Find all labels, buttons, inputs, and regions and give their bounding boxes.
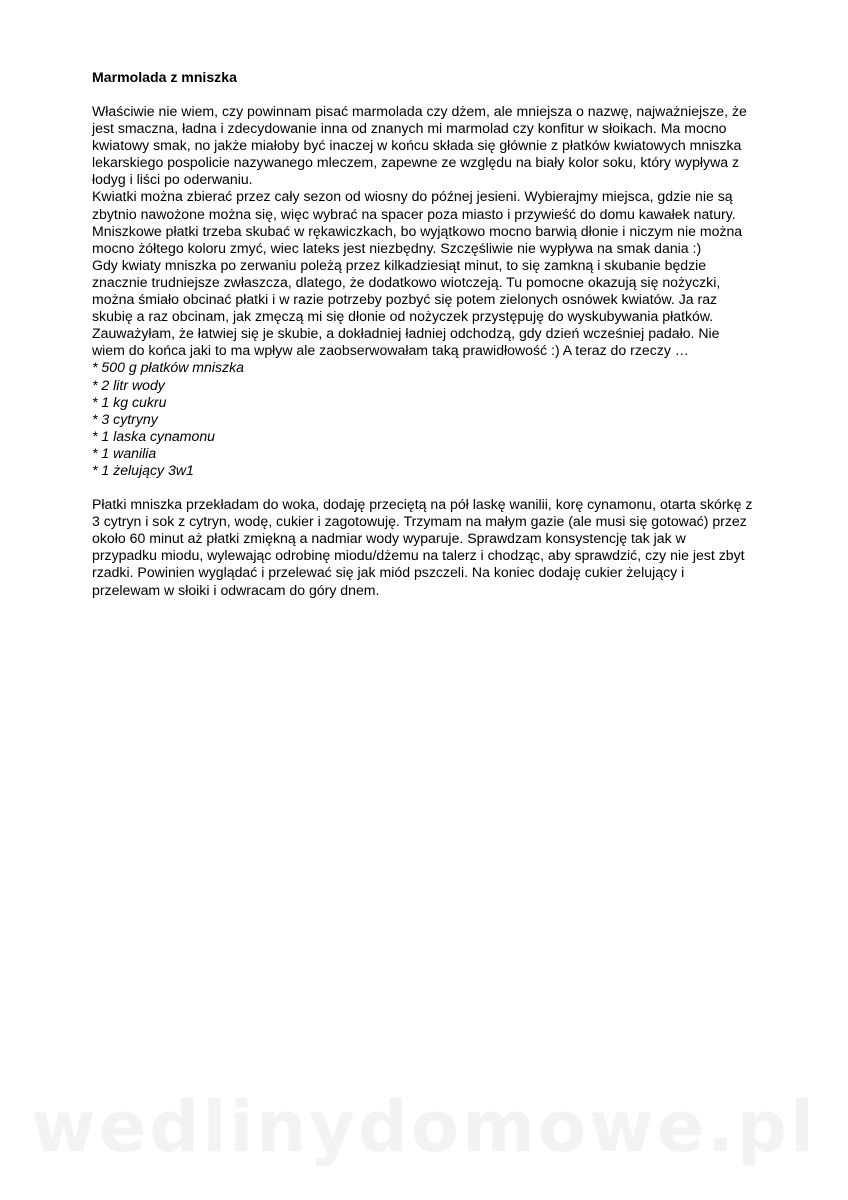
intro-paragraph	[92, 103, 804, 359]
text-line: zbytnio nawożone można się, więc wybrać na spacer poza miasto i przywieść do domu kawałek natury.	[92, 205, 736, 222]
text-line: łodyg i liści po oderwaniu.	[92, 171, 253, 188]
ingredient-item: * 2 litr wody	[92, 376, 165, 393]
watermark: wedlinydomowe.pl	[31, 1086, 817, 1168]
text-line: przelewam w słoiki i odwracam do góry dnem.	[92, 581, 380, 598]
text-line: rzadki. Powinien wyglądać i przelewać się jak miód pszczeli. Na koniec dodaję cukier żelujący i	[92, 564, 685, 581]
text-line: znacznie trudniejsze zwłaszcza, dlatego, że dodatkowo wiotczeją. Tu pomocne okazują się nożyczki,	[92, 273, 721, 290]
text-line: przypadku miodu, wylewając odrobinę miodu/dżemu na talerz i chodząc, aby sprawdzić, czy nie jest zbyt	[92, 547, 745, 564]
text-line: skubię a raz obcinam, jak zmęczą mi się dłonie od nożyczek przystępuję do wyskubywania płatków.	[92, 308, 714, 325]
document-title: Marmolada z mniszka	[92, 69, 237, 85]
text-line: około 60 minut aż płatki zmiękną a nadmiar wody wyparuje. Sprawdzam konsystencję tak jak w	[92, 530, 686, 547]
text-line: Gdy kwiaty mniszka po zerwaniu poleżą przez kilkadziesiąt minut, to się zamkną i skubanie będzie	[92, 256, 707, 273]
text-line: Mniszkowe płatki trzeba skubać w rękawiczkach, bo wyjątkowo mocno barwią dłonie i niczym nie można	[92, 222, 743, 239]
ingredient-item: * 3 cytryny	[92, 410, 158, 427]
ingredient-item: * 1 wanilia	[92, 444, 157, 461]
text-line: Kwiatki można zbierać przez cały sezon od wiosny do późnej jesieni. Wybierajmy miejsca, gdzie nie są	[92, 188, 733, 205]
method-paragraph	[92, 496, 804, 599]
text-line: mocno żółtego koloru zmyć, wiec lateks jest niezbędny. Szczęśliwie nie wypływa na smak dania :)	[92, 239, 702, 256]
spacer	[92, 86, 804, 103]
text-line: jest smaczna, ładna i zdecydowanie inna od znanych mi marmolad czy konfitur w słoikach. Ma mocno	[92, 120, 727, 137]
text-line: Płatki mniszka przekładam do woka, dodaję przeciętą na pół laskę wanilii, korę cynamonu, otarta skórkę z	[92, 496, 753, 513]
text-line: lekarskiego pospolicie nazywanego mleczem, zapewne ze względu na biały kolor soku, który wypływa z	[92, 154, 740, 171]
ingredient-item: * 500 g płatków mniszka	[92, 359, 244, 376]
text-line: 3 cytryn i sok z cytryn, wodę, cukier i zagotowuję. Trzymam na małym gazie (ale musi się gotować) przez	[92, 513, 747, 530]
text-line: można śmiało obcinać płatki i w razie potrzeby pozbyć się potem zielonych osnówek kwiatów. Ja raz	[92, 291, 718, 308]
text-line: Właściwie nie wiem, czy powinnam pisać marmolada czy dżem, ale mniejsza o nazwę, najważniejsze, że	[92, 103, 747, 119]
text-line: Zauważyłam, że łatwiej się je skubie, a dokładniej ładniej odchodzą, gdy dzień wcześniej padało. Nie	[92, 325, 720, 342]
document-content	[92, 69, 804, 599]
ingredient-item: * 1 kg cukru	[92, 393, 167, 410]
spacer	[92, 479, 804, 496]
text-line: wiem do końca jaki to ma wpływ ale zaobserwowałam taką prawidłowość :) A teraz do rzeczy …	[92, 342, 689, 359]
ingredients-list	[92, 359, 804, 479]
ingredient-item: * 1 laska cynamonu	[92, 427, 215, 444]
ingredient-item: * 1 żelujący 3w1	[92, 461, 194, 478]
text-line: kwiatowy smak, no jakże miałoby być inaczej w końcu składa się głównie z płatków kwiatowych mniszka	[92, 137, 742, 154]
